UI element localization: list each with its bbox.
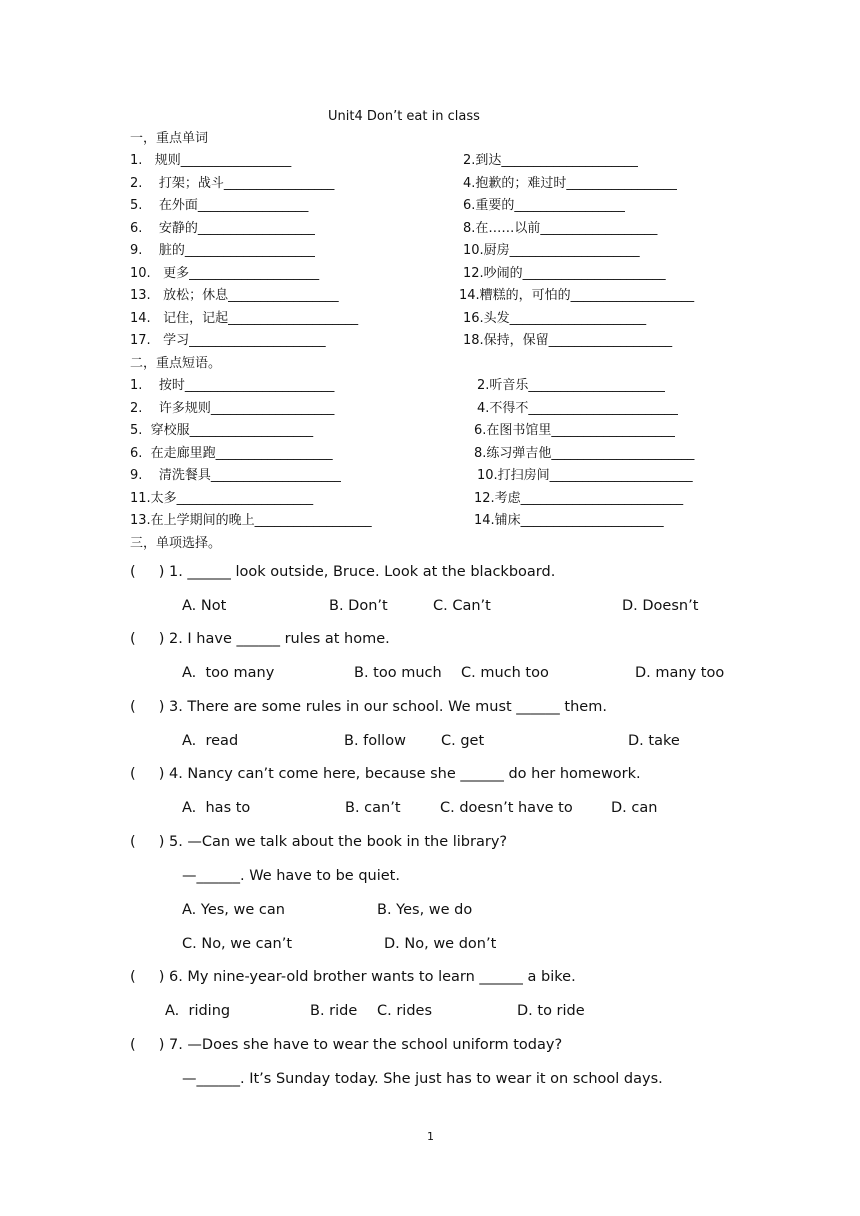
word-item: 10.厨房____________________ (463, 243, 640, 258)
word-item: 10. 更多____________________ (130, 266, 320, 281)
page-number: 1 (427, 1130, 434, 1143)
option: C. much too (461, 665, 549, 681)
phrase-item: 10.打扫房间______________________ (477, 468, 693, 483)
word-item: 1. 规则_________________ (130, 153, 292, 168)
option: A. too many (182, 665, 275, 681)
word-item: 2.到达_____________________ (463, 153, 638, 168)
word-item: 16.头发_____________________ (463, 311, 647, 326)
phrase-item: 2.听音乐_____________________ (477, 378, 665, 393)
question-stem: ( ) 5. —Can we talk about the book in the library? (130, 834, 508, 850)
word-item: 4.抱歉的；难过时_________________ (463, 176, 677, 191)
answer-line: —______. We have to be quiet. (182, 868, 400, 884)
option: C. get (441, 733, 485, 749)
phrase-item: 6.在图书馆里___________________ (474, 423, 675, 438)
option: B. follow (344, 733, 406, 749)
option: B. ride (310, 1003, 358, 1019)
word-item: 13. 放松；休息_________________ (130, 288, 339, 303)
section-heading-words: 一，重点单词 (130, 131, 209, 146)
option: B. too much (354, 665, 442, 681)
question-stem: ( ) 4. Nancy can’t come here, because she ______ do her homework. (130, 766, 641, 782)
option: C. No, we can’t (182, 936, 293, 952)
word-item: 12.吵闹的______________________ (463, 266, 666, 281)
word-item: 2. 打架；战斗_________________ (130, 176, 335, 191)
word-item: 5. 在外面_________________ (130, 198, 309, 213)
answer-line: —______. It’s Sunday today. She just has to wear it on school days. (182, 1071, 663, 1087)
option: C. doesn’t have to (440, 800, 573, 816)
option: A. read (182, 733, 239, 749)
option: B. Yes, we do (377, 902, 473, 918)
phrase-item: 11.太多_____________________ (130, 491, 314, 506)
phrase-item: 5. 穿校服___________________ (130, 423, 314, 438)
question-stem: ( ) 6. My nine-year-old brother wants to learn ______ a bike. (130, 969, 576, 985)
option: D. No, we don’t (384, 936, 497, 952)
phrase-item: 4.不得不_______________________ (477, 401, 678, 416)
option: D. take (628, 733, 680, 749)
option: A. Not (182, 598, 227, 614)
word-item: 8.在……以前__________________ (463, 221, 658, 236)
option: C. rides (377, 1003, 433, 1019)
question-stem: ( ) 2. I have ______ rules at home. (130, 631, 390, 647)
option: B. Don’t (329, 598, 388, 614)
word-item: 9. 脏的____________________ (130, 243, 315, 258)
word-item: 18.保持，保留___________________ (463, 333, 673, 348)
word-item: 6.重要的_________________ (463, 198, 625, 213)
phrase-item: 2. 许多规则___________________ (130, 401, 335, 416)
section-heading-choice: 三，单项选择。 (130, 536, 222, 551)
option: D. can (611, 800, 658, 816)
phrase-item: 6. 在走廊里跑__________________ (130, 446, 333, 461)
question-stem: ( ) 1. ______ look outside, Bruce. Look at the blackboard. (130, 564, 556, 580)
word-item: 14. 记住，记起____________________ (130, 311, 359, 326)
word-item: 17. 学习_____________________ (130, 333, 326, 348)
section-heading-phrases: 二，重点短语。 (130, 356, 222, 371)
question-stem: ( ) 7. —Does she have to wear the school uniform today? (130, 1037, 563, 1053)
word-item: 6. 安静的__________________ (130, 221, 315, 236)
option: B. can’t (345, 800, 401, 816)
option: A. Yes, we can (182, 902, 285, 918)
word-item: 14.糟糕的，可怕的___________________ (459, 288, 695, 303)
option: A. riding (165, 1003, 231, 1019)
phrase-item: 1. 按时_______________________ (130, 378, 335, 393)
option: D. many too (635, 665, 725, 681)
phrase-item: 14.铺床______________________ (474, 513, 664, 528)
phrase-item: 12.考虑_________________________ (474, 491, 684, 506)
option: A. has to (182, 800, 251, 816)
option: C. Can’t (433, 598, 491, 614)
page-title: Unit4 Don’t eat in class (328, 109, 480, 124)
phrase-item: 9. 清洗餐具____________________ (130, 468, 341, 483)
phrase-item: 8.练习弹吉他______________________ (474, 446, 695, 461)
question-stem: ( ) 3. There are some rules in our school. We must ______ them. (130, 699, 607, 715)
option: D. to ride (517, 1003, 585, 1019)
option: D. Doesn’t (622, 598, 699, 614)
phrase-item: 13.在上学期间的晚上__________________ (130, 513, 372, 528)
